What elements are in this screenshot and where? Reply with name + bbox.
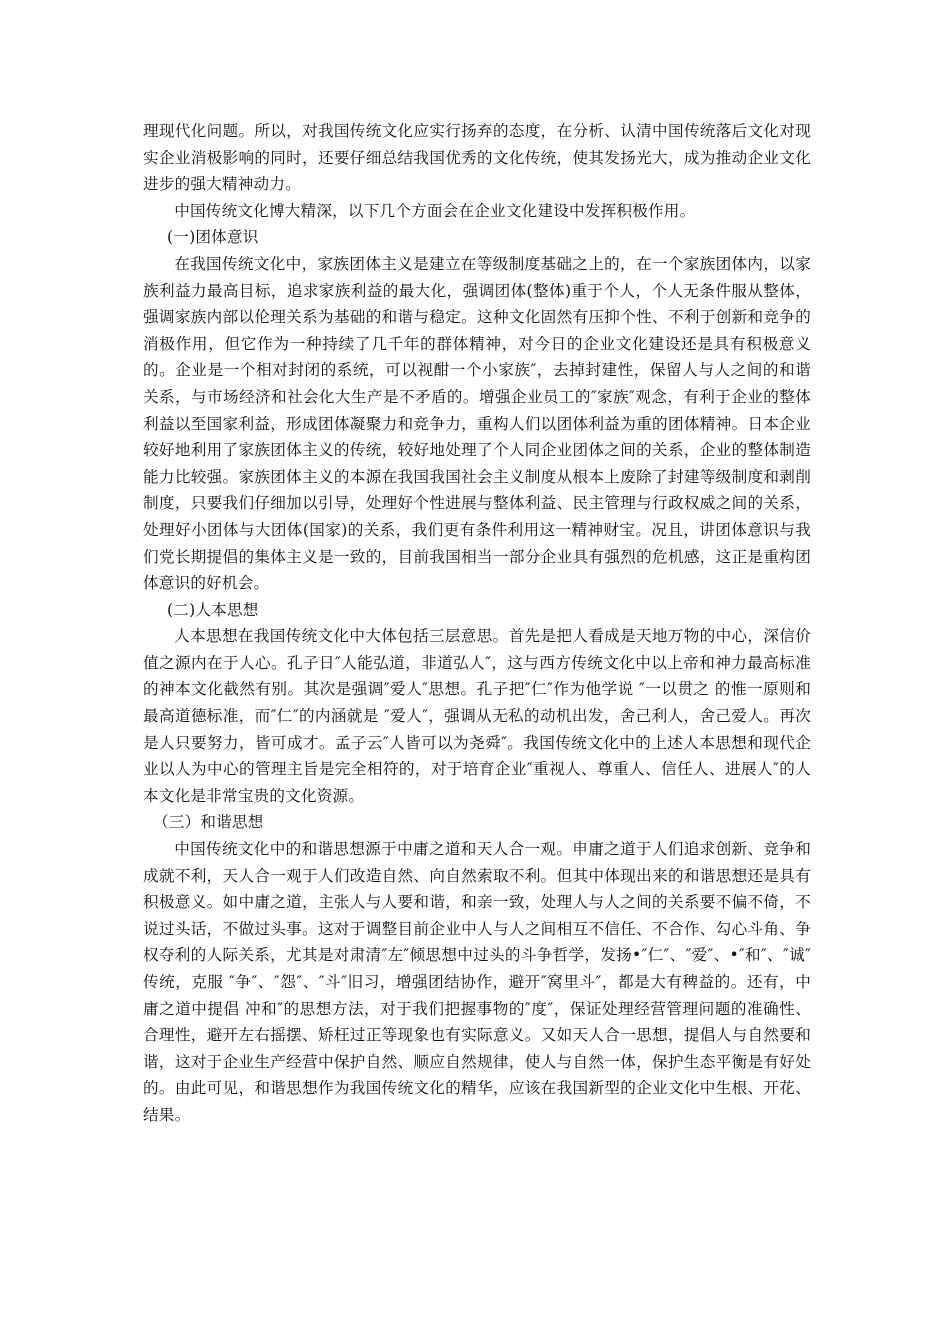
overview-paragraph: 中国传统文化博大精深，以下几个方面会在企业文化建设中发挥积极作用。 [174,201,696,220]
section-3-heading: （三）和谐思想 [153,813,264,832]
section-2-heading: (二)人本思想 [167,600,259,619]
document-page [143,118,811,1129]
section-1-body: 在我国传统文化中，家族团体主义是建立在等级制度基础之上的，在一个家族团体内，以家族利益力最高目标，追求家族利益的最大化，强调团体(整体)重于个人，个人无条件服从整体，强调家族内部以伦理关系为基础的和谐与稳定。这种文化固然有压抑个性、不利于创新和竞争的消极作用，但它作为一种持续了几千年的群体精神，对今日的企业文化建设还是具有积极意义的。企业是一个相对封闭的系统，可以视酣一个小家族″，去掉封建性，保留人与人之间的和谐关系，与市场经济和社会化大生产是不矛盾的。增强企业员工的″家族″观念，有利于企业的整体利益以至国家利益，形成团体凝聚力和竞争力，重构人们以团体利益为重的团体精神。日本企业较好地利用了家族团体主义的传统，较好地处理了个人同企业团体之间的关系，企业的整体制造能力比较强。家族团体主义的本源在我国我国社会主义制度从根本上废除了封建等级制度和剥削制度，只要我们仔细加以引导，处理好个性进展与整体利益、民主管理与行政权威之间的关系，处理好小团体与大团体(国家)的关系，我们更有条件利用这一精神财宝。况且，讲团体意识与我们党长期提倡的集体主义是一致的，目前我国相当一部分企业具有强烈的危机感，这正是重构团体意识的好机会。 [143,254,811,593]
intro-paragraph: 理现代化问题。所以，对我国传统文化应实行扬弃的态度，在分析、认清中国传统落后文化对现实企业消极影响的同时，还要仔细总结我国优秀的文化传统，使其发扬光大，成为推动企业文化进步的强大精神动力。 [143,122,811,194]
section-1-heading: (一)团体意识 [167,228,259,247]
section-3-body: 中国传统文化中的和谐思想源于中庸之道和天人合一观。申庸之道于人们追求创新、竞争和成就不利，天人合一观于人们改造自然、向自然索取不利。但其中体现出来的和谐思想还是具有积极意义。如中庸之道，主张人与人要和谐，和亲一致，处理人与人之间的关系要不偏不倚，不说过头话，不做过头事。这对于调整目前企业中人与人之间相互不信任、不合作、勾心斗角、争权夺利的人际关系，尤其是对肃清″左″倾思想中过头的斗争哲学，发扬•″仁″、″爱″、•″和″、″诚″传统，克服 ″争″、″怨″、″斗″旧习，增强团结协作，避开″窝里斗″，都是大有稗益的。还有，中庸之道中提倡 冲和″的思想方法，对于我们把握事物的″度″，保证处理经营管理问题的准确性、合理性，避开左右摇摆、矫枉过正等现象也有实际意义。又如天人合一思想，提倡人与自然要和谐，这对于企业生产经营中保护自然、顺应自然规律，使人与自然一体，保护生态平衡是有好处的。由此可见，和谐思想作为我国传统文化的精华，应该在我国新型的企业文化中生根、开花、结果。 [143,840,811,1124]
section-2-body: 人本思想在我国传统文化中大体包括三层意思。首先是把人看成是天地万物的中心，深信价值之源内在于人心。孔子日″人能弘道，非道弘人″，这与西方传统文化中以上帝和神力最高标准的神本文化截然有别。其次是强调″爱人″思想。孔子把″仁″作为他学说 ″一以贯之 的惟一原则和最高道德标准，而″仁″的内涵就是 ″爱人″，强调从无私的动机出发，舍己利人，舍己爱人。再次是人只要努力，皆可成才。孟子云″人皆可以为尧舜″。我国传统文化中的上述人本思想和现代企业以人为中心的管理主旨是完全相符的，对于培育企业″重视人、尊重人、信任人、进展人″的人本文化是非常宝贵的文化资源。 [143,627,811,805]
